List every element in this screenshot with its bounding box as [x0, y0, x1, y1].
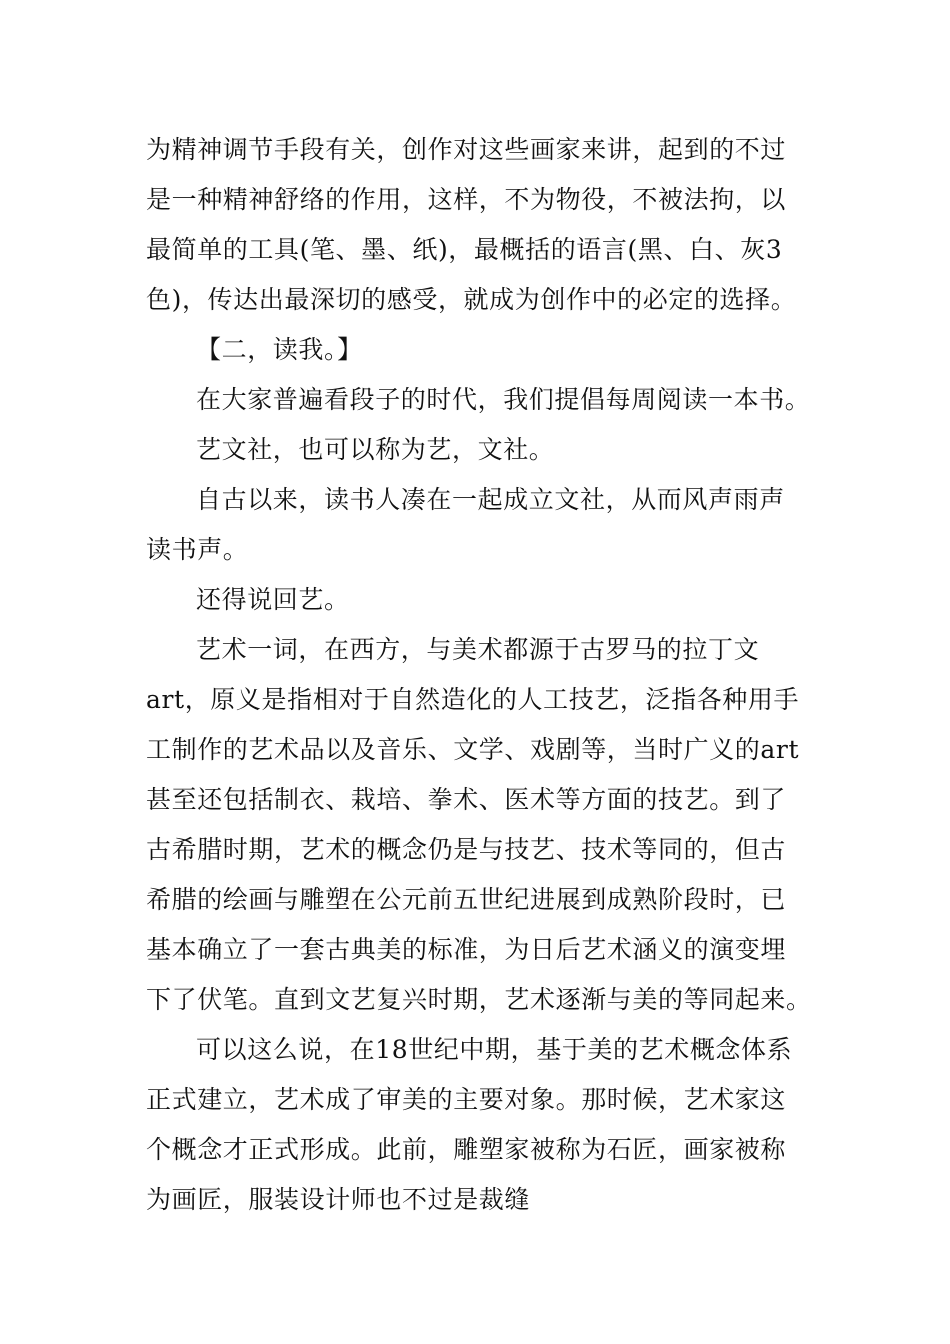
text-line: 艺文社，也可以称为艺，文社。 — [196, 435, 555, 464]
text-line: 为精神调节手段有关，创作对这些画家来讲，起到的不过 — [146, 135, 787, 164]
text-line: 基本确立了一套古典美的标准，为日后艺术涵义的演变埋 — [146, 935, 787, 964]
text-line: 古希腊时期，艺术的概念仍是与技艺、技术等同的，但古 — [146, 835, 787, 864]
text-line: 是一种精神舒络的作用，这样，不为物役，不被法拘，以 — [146, 185, 787, 214]
text-line: 下了伏笔。直到文艺复兴时期，艺术逐渐与美的等同起来。 — [146, 985, 812, 1014]
text-line: 在大家普遍看段子的时代，我们提倡每周阅读一本书。 — [196, 385, 811, 414]
text-line: 色)，传达出最深切的感受，就成为创作中的必定的选择。 — [146, 285, 797, 314]
text-line: 最简单的工具(笔、墨、纸)，最概括的语言(黑、白、灰3 — [146, 235, 783, 264]
text-line: 希腊的绘画与雕塑在公元前五世纪进展到成熟阶段时，已 — [146, 885, 787, 914]
text-line: 为画匠，服装设计师也不过是裁缝 — [146, 1185, 531, 1214]
section-heading: 【二，读我。】 — [196, 335, 363, 364]
text-line: 还得说回艺。 — [196, 585, 350, 614]
text-line: art，原义是指相对于自然造化的人工技艺，泛指各种用手 — [146, 685, 800, 714]
text-line: 可以这么说，在18世纪中期，基于美的艺术概念体系 — [196, 1035, 793, 1064]
text-line: 正式建立，艺术成了审美的主要对象。那时候，艺术家这 — [146, 1085, 787, 1114]
text-line: 艺术一词，在西方，与美术都源于古罗马的拉丁文 — [196, 635, 760, 664]
text-line: 工制作的艺术品以及音乐、文学、戏剧等，当时广义的art — [146, 735, 800, 764]
text-line: 自古以来，读书人凑在一起成立文社，从而风声雨声 — [196, 485, 785, 514]
text-line: 读书声。 — [146, 535, 249, 564]
text-line: 个概念才正式形成。此前，雕塑家被称为石匠，画家被称 — [146, 1135, 787, 1164]
text-line: 甚至还包括制衣、栽培、拳术、医术等方面的技艺。到了 — [146, 785, 787, 814]
